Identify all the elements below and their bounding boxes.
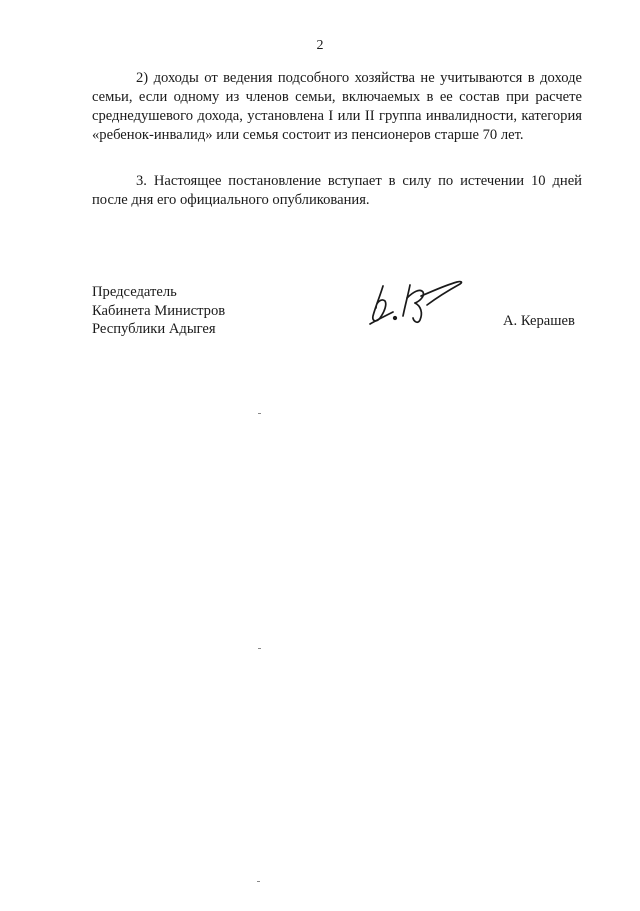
signatory-title-block [92, 283, 225, 339]
scan-artifact [258, 413, 261, 414]
signer-name: А. Керашев [503, 313, 575, 329]
scan-artifact [258, 648, 261, 649]
signatory-title-line-2: Кабинета Министров [92, 302, 226, 319]
paragraph-item-3: 3. Настоящее постановление вступает в силу по истечении 10 дней после дня его официального опубликования. [92, 173, 582, 208]
signatory-title-line-1: Председатель [92, 284, 177, 300]
paragraph-item-2: 2) доходы от ведения подсобного хозяйства не учитываются в доходе семьи, если одному из членов семьи, включаемых в ее состав при расчете среднедушевого дохода, установлена I или II группа инвалидности, категория «ребенок-инвалид» или семья состоит из пенсионеров старше 70 лет. [92, 70, 582, 143]
signatory-title-line-3: Республики Адыгея [92, 321, 216, 337]
page-number: 2 [316, 38, 324, 53]
handwritten-signature [365, 268, 465, 330]
scan-artifact [257, 881, 260, 882]
